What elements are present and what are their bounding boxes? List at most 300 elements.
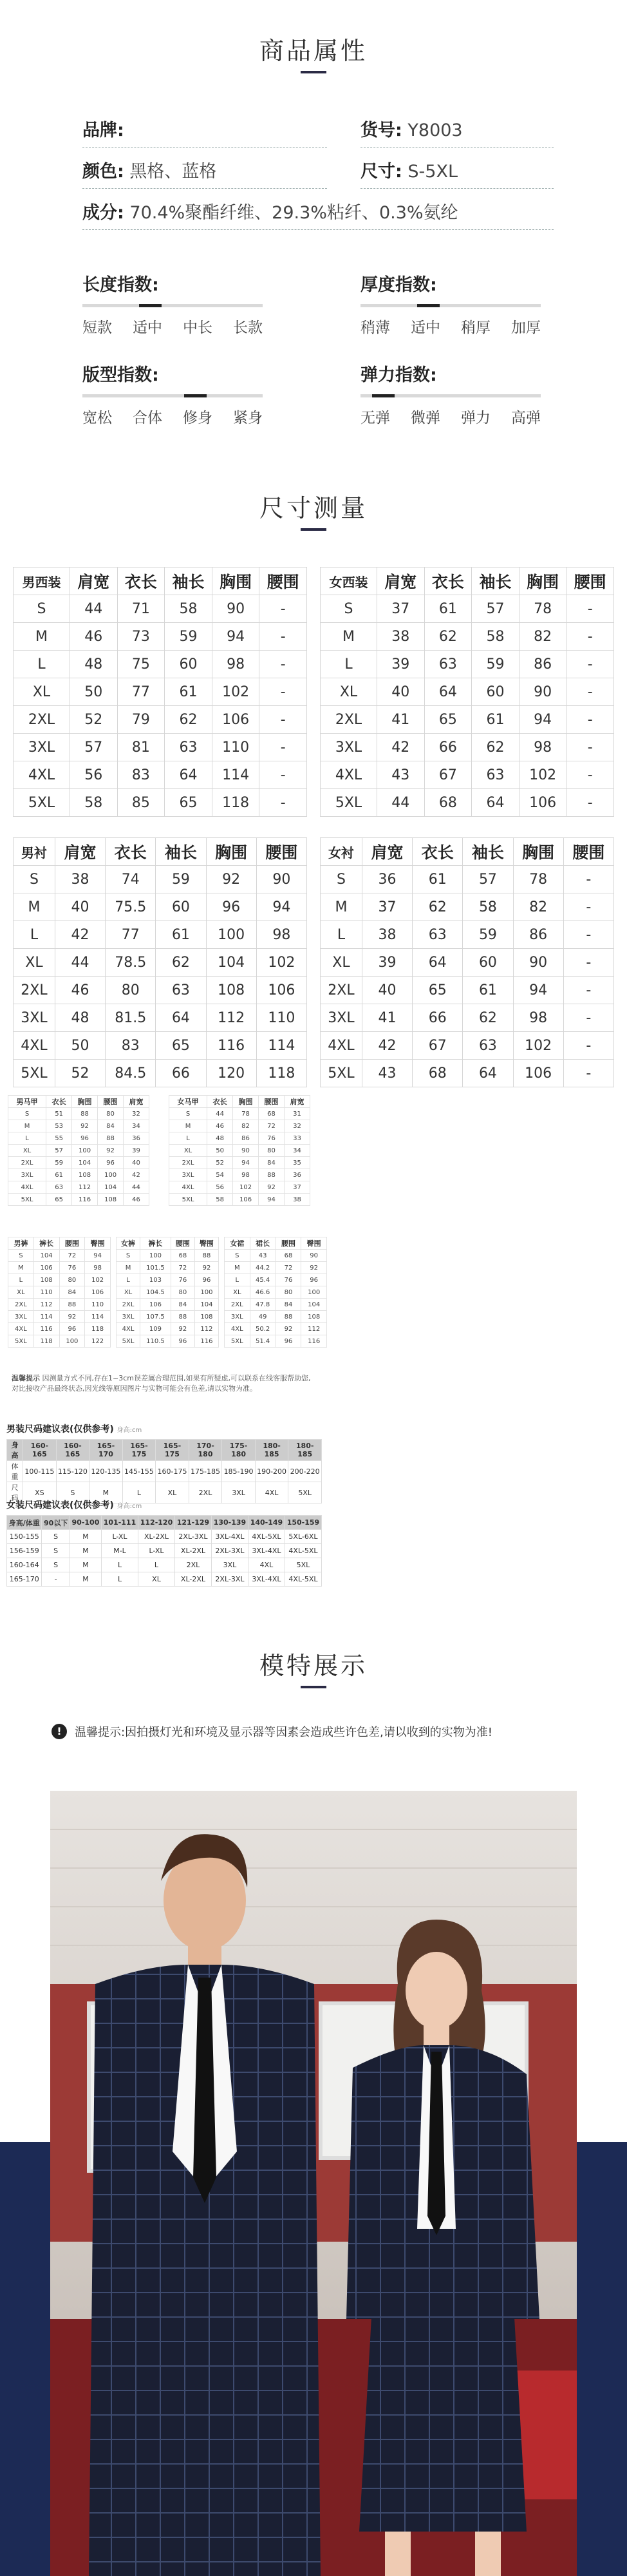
table-header-cell: 衣长 [117, 568, 165, 595]
table-cell: 2XL [225, 1299, 250, 1311]
table-cell: 4XL [8, 1323, 34, 1335]
table-header-cell: 男衬 [14, 838, 55, 866]
table-cell: 185-190 [222, 1461, 256, 1482]
table-row [225, 1323, 327, 1335]
table-cell: 54 [207, 1169, 233, 1181]
table-cell: S [169, 1108, 207, 1120]
table-cell: 56 [70, 761, 118, 789]
index-marker [372, 394, 395, 397]
table-cell: 34 [124, 1120, 149, 1132]
table-header-cell: 胸围 [212, 568, 259, 595]
table-cell: XL [156, 1482, 189, 1503]
table-cell: 46 [207, 1120, 233, 1132]
table-header-row [14, 838, 307, 866]
table-cell: - [566, 651, 614, 678]
table-cell: 106 [85, 1286, 111, 1299]
table-cell: - [259, 595, 307, 623]
table-cell: 100 [206, 921, 256, 949]
table-cell: 39 [362, 949, 412, 977]
table-cell: 102 [513, 1032, 563, 1060]
table-header-row [117, 1237, 219, 1250]
table-cell: 96 [72, 1132, 98, 1145]
table-cell: XL [8, 1286, 34, 1299]
table-cell: 96 [206, 893, 256, 921]
table-cell: 36 [362, 866, 412, 893]
table-header-row [169, 1096, 310, 1108]
table-cell: 92 [259, 1181, 285, 1194]
index-option: 中长 [183, 320, 212, 336]
table-cell: 98 [233, 1169, 259, 1181]
index-option: 高弹 [511, 410, 541, 426]
table-cell: 42 [362, 1032, 412, 1060]
table-row [117, 1335, 219, 1348]
table-row [321, 761, 614, 789]
table-cell: 38 [55, 866, 105, 893]
table-cell: 71 [117, 595, 165, 623]
table-cell: - [563, 977, 613, 1004]
table-cell: 165-175 [156, 1440, 189, 1461]
table-cell: 44.2 [250, 1262, 276, 1274]
table-cell: 62 [472, 734, 519, 761]
table-cell: 2XL-3XL [211, 1572, 248, 1587]
size-table [320, 567, 614, 817]
table-row [7, 1516, 322, 1530]
table-cell: 52 [55, 1060, 105, 1087]
table-header-cell: 裙长 [250, 1237, 276, 1250]
table-cell: 50 [55, 1032, 105, 1060]
title-underline [301, 528, 326, 531]
size-table [13, 567, 307, 817]
table-cell: 92 [194, 1262, 218, 1274]
table-cell: 86 [233, 1132, 259, 1145]
table-cell: 44 [70, 595, 118, 623]
table-cell: XL [117, 1286, 140, 1299]
index-track [82, 304, 263, 307]
table-cell: S [8, 1108, 46, 1120]
table-cell: 44 [377, 789, 425, 817]
table-cell: 62 [413, 893, 463, 921]
table-row [14, 651, 307, 678]
table-cell: 59 [156, 866, 206, 893]
table-cell: 100 [301, 1286, 327, 1299]
table-cell: 60 [472, 678, 519, 706]
brand-label: 品牌: [82, 120, 124, 140]
women-rec-title-text: 女装尺码建议表(仅供参考) [6, 1500, 114, 1511]
table-cell: 108 [206, 977, 256, 1004]
table-cell: 200-220 [288, 1461, 322, 1482]
table-cell: 尺码 [7, 1482, 23, 1503]
men-rec-title [6, 1422, 142, 1435]
table-cell: 160-175 [156, 1461, 189, 1482]
table-cell: 38 [377, 623, 425, 651]
warning-text: 温馨提示:因拍摄灯光和环境及显示器等因素会造成些许色差,请以收到的实物为准! [75, 1726, 492, 1739]
model-section-title: 模特展示 [259, 1652, 368, 1680]
table-cell: 84 [259, 1157, 285, 1169]
table-row [321, 1060, 614, 1087]
table-cell: S [117, 1250, 140, 1262]
table-cell: 80 [259, 1145, 285, 1157]
table-cell: 65 [424, 706, 472, 734]
index-option: 无弹 [360, 410, 390, 426]
code-value: Y8003 [407, 120, 463, 140]
mini-size-table [8, 1237, 111, 1348]
table-cell: - [259, 761, 307, 789]
table-header-cell: 衣长 [106, 838, 156, 866]
table-cell: M [70, 1572, 101, 1587]
table-cell: 96 [59, 1323, 85, 1335]
table-header-cell: 腰围 [276, 1237, 301, 1250]
table-cell: 92 [98, 1145, 124, 1157]
table-cell: 62 [424, 623, 472, 651]
table-header-cell: 衣长 [413, 838, 463, 866]
table-cell: 103 [140, 1274, 171, 1286]
table-cell: XL [169, 1145, 207, 1157]
table-cell: 3XL [8, 1169, 46, 1181]
table-cell: 44 [207, 1108, 233, 1120]
table-cell: - [42, 1572, 70, 1587]
table-cell: 60 [156, 893, 206, 921]
table-cell: 61 [165, 678, 212, 706]
table-cell: 58 [165, 595, 212, 623]
table-cell: 53 [46, 1120, 72, 1132]
table-cell: 115-120 [56, 1461, 89, 1482]
table-cell: 80 [276, 1286, 301, 1299]
table-cell: 5XL-6XL [285, 1530, 321, 1544]
table-cell: 104 [206, 949, 256, 977]
table-cell: 4XL [169, 1181, 207, 1194]
table-cell: L [8, 1274, 34, 1286]
table-header-cell: 肩宽 [70, 568, 118, 595]
table-cell: 50 [207, 1145, 233, 1157]
table-row [169, 1120, 310, 1132]
table-cell: 82 [519, 623, 566, 651]
index-options [360, 406, 541, 427]
table-cell: 3XL [14, 734, 70, 761]
table-row [225, 1274, 327, 1286]
table-header-cell: 女衬 [321, 838, 362, 866]
table-row [321, 949, 614, 977]
table-row [321, 706, 614, 734]
table-cell: M [117, 1262, 140, 1274]
table-cell: L-XL [138, 1544, 175, 1558]
table-cell: 46 [124, 1194, 149, 1206]
table-cell: 2XL [14, 706, 70, 734]
table-cell: 104 [72, 1157, 98, 1169]
table-cell: 92 [206, 866, 256, 893]
table-cell: 2XL [321, 706, 377, 734]
table-cell: 40 [377, 678, 425, 706]
table-cell: S [14, 866, 55, 893]
divider [360, 188, 554, 189]
size-note [12, 1373, 314, 1394]
table-cell: - [259, 734, 307, 761]
index-marker [417, 304, 440, 307]
table-cell: 165-175 [122, 1440, 156, 1461]
table-cell: XL [321, 678, 377, 706]
table-row [7, 1440, 322, 1461]
table-cell: 37 [362, 893, 412, 921]
table-cell: 56 [207, 1181, 233, 1194]
table-row [117, 1286, 219, 1299]
table-cell: 94 [212, 623, 259, 651]
table-cell: 65 [156, 1032, 206, 1060]
table-cell: 96 [276, 1335, 301, 1348]
table-row [8, 1286, 111, 1299]
table-cell: 122 [85, 1335, 111, 1348]
table-row [321, 789, 614, 817]
table-row [117, 1311, 219, 1323]
table-cell: 120-135 [89, 1461, 123, 1482]
table-cell: 5XL [14, 789, 70, 817]
color-label: 颜色: [82, 162, 124, 182]
color-row [82, 157, 216, 182]
table-cell: 身高/体重 [7, 1516, 42, 1530]
table-cell: 34 [285, 1145, 310, 1157]
table-cell: 118 [33, 1335, 59, 1348]
table-row [14, 734, 307, 761]
table-cell: 104 [301, 1299, 327, 1311]
table-cell: 112 [194, 1323, 218, 1335]
table-cell: 112 [33, 1299, 59, 1311]
table-cell: 66 [424, 734, 472, 761]
table-cell: 84 [276, 1299, 301, 1311]
men-rec-title-text: 男装尺码建议表(仅供参考) [6, 1424, 114, 1435]
table-header-cell: 袖长 [156, 838, 206, 866]
table-cell: M [89, 1482, 123, 1503]
table-cell: 5XL [8, 1194, 46, 1206]
table-cell: 80 [59, 1274, 85, 1286]
table-header-cell: 裤长 [33, 1237, 59, 1250]
table-cell: M [8, 1262, 34, 1274]
table-cell: - [259, 789, 307, 817]
index-option: 宽松 [82, 410, 112, 426]
table-cell: 62 [156, 949, 206, 977]
table-header-cell: 腰围 [563, 838, 613, 866]
index-option: 修身 [183, 410, 212, 426]
code-row [360, 116, 463, 141]
table-cell: S [42, 1558, 70, 1572]
table-cell: S [14, 595, 70, 623]
table-cell: 90 [301, 1250, 327, 1262]
table-cell: 4XL [14, 1032, 55, 1060]
table-cell: 37 [377, 595, 425, 623]
table-cell: 64 [165, 761, 212, 789]
table-cell: 65 [413, 977, 463, 1004]
table-cell: 76 [276, 1274, 301, 1286]
table-cell: 78 [513, 866, 563, 893]
table-cell: 78.5 [106, 949, 156, 977]
table-row [14, 893, 307, 921]
table-header-cell: 腰围 [171, 1237, 194, 1250]
table-header-cell: 袖长 [463, 838, 513, 866]
table-header-cell: 臀围 [301, 1237, 327, 1250]
table-cell: 37 [285, 1181, 310, 1194]
table-cell: 3XL [225, 1311, 250, 1323]
table-cell: 104 [98, 1181, 124, 1194]
table-cell: 35 [285, 1157, 310, 1169]
table-cell: - [563, 866, 613, 893]
table-cell: - [259, 651, 307, 678]
table-cell: - [566, 706, 614, 734]
table-row [321, 651, 614, 678]
table-cell: 96 [171, 1335, 194, 1348]
table-cell: 63 [472, 761, 519, 789]
table-header-cell: 袖长 [472, 568, 519, 595]
table-cell: 84 [98, 1120, 124, 1132]
table-cell: 36 [124, 1132, 149, 1145]
table-cell: 5XL [169, 1194, 207, 1206]
table-cell: 88 [276, 1311, 301, 1323]
table-cell: 96 [194, 1274, 218, 1286]
table-row [117, 1299, 219, 1311]
table-cell: 65 [165, 789, 212, 817]
table-cell: 5XL [14, 1060, 55, 1087]
table-cell: 88 [194, 1250, 218, 1262]
table-header-cell: 裤长 [140, 1237, 171, 1250]
index-option: 稍薄 [360, 320, 390, 336]
table-cell: 50.2 [250, 1323, 276, 1335]
table-cell: 51.4 [250, 1335, 276, 1348]
table-cell: 86 [519, 651, 566, 678]
table-row [8, 1181, 149, 1194]
table-cell: 44 [55, 949, 105, 977]
table-cell: 118 [256, 1060, 306, 1087]
women-rec-title [6, 1498, 142, 1511]
table-cell: 5XL [117, 1335, 140, 1348]
table-cell: M [225, 1262, 250, 1274]
table-cell: 55 [46, 1132, 72, 1145]
table-cell: 59 [472, 651, 519, 678]
table-header-cell: 腰围 [259, 568, 307, 595]
table-cell: L [14, 921, 55, 949]
table-cell: 110 [256, 1004, 306, 1032]
table-cell: 84.5 [106, 1060, 156, 1087]
table-cell: 63 [156, 977, 206, 1004]
table-cell: 94 [513, 977, 563, 1004]
table-cell: 110.5 [140, 1335, 171, 1348]
index-options [82, 316, 263, 337]
table-cell: 43 [250, 1250, 276, 1262]
table-cell: 4XL [225, 1323, 250, 1335]
index-title: 弹力指数: [360, 365, 437, 385]
table-cell: 49 [250, 1311, 276, 1323]
table-row [321, 734, 614, 761]
table-cell: 38 [362, 921, 412, 949]
table-cell: 48 [207, 1132, 233, 1145]
table-cell: 3XL [321, 1004, 362, 1032]
table-row [169, 1181, 310, 1194]
table-row [8, 1120, 149, 1132]
table-cell: 3XL [8, 1311, 34, 1323]
table-header-cell: 腰围 [98, 1096, 124, 1108]
table-cell: XS [23, 1482, 57, 1503]
table-cell: 4XL-5XL [285, 1572, 321, 1587]
table-header-cell: 肩宽 [377, 568, 425, 595]
table-cell: 66 [413, 1004, 463, 1032]
table-header-cell: 衣长 [424, 568, 472, 595]
table-cell: 50 [70, 678, 118, 706]
index-option: 适中 [133, 320, 162, 336]
table-row [8, 1157, 149, 1169]
table-cell: M-L [102, 1544, 138, 1558]
table-cell: 31 [285, 1108, 310, 1120]
table-cell: 96 [301, 1274, 327, 1286]
table-cell: - [259, 706, 307, 734]
table-row [14, 623, 307, 651]
table-cell: 59 [46, 1157, 72, 1169]
table-cell: 64 [424, 678, 472, 706]
table-cell: 52 [70, 706, 118, 734]
table-cell: 82 [513, 893, 563, 921]
table-row [117, 1262, 219, 1274]
table-header-row [8, 1237, 111, 1250]
table-cell: 64 [156, 1004, 206, 1032]
table-row [8, 1274, 111, 1286]
table-cell: 68 [171, 1250, 194, 1262]
table-cell: XL [14, 678, 70, 706]
table-cell: 102 [519, 761, 566, 789]
table-cell: 5XL [225, 1335, 250, 1348]
table-cell: S [321, 866, 362, 893]
table-cell: 58 [70, 789, 118, 817]
table-cell: 63 [413, 921, 463, 949]
index-options [82, 406, 263, 427]
table-cell: 2XL-3XL [174, 1530, 211, 1544]
table-cell: L [225, 1274, 250, 1286]
table-cell: 58 [472, 623, 519, 651]
table-cell: 61 [156, 921, 206, 949]
size-label: 尺寸: [360, 162, 402, 182]
table-cell: 92 [276, 1323, 301, 1335]
table-cell: 48 [55, 1004, 105, 1032]
table-cell: 78 [233, 1108, 259, 1120]
table-row [117, 1274, 219, 1286]
table-cell: XL [138, 1572, 175, 1587]
title-underline [301, 1686, 326, 1688]
table-row [14, 706, 307, 734]
table-cell: 4XL [321, 761, 377, 789]
table-cell: 84 [171, 1299, 194, 1311]
table-cell: 98 [256, 921, 306, 949]
table-header-cell: 胸围 [519, 568, 566, 595]
table-cell: 160-164 [7, 1558, 42, 1572]
table-cell: 102 [212, 678, 259, 706]
table-cell: 62 [463, 1004, 513, 1032]
table-header-cell: 男裤 [8, 1237, 34, 1250]
table-cell: 68 [424, 789, 472, 817]
table-cell: 63 [424, 651, 472, 678]
table-row [8, 1108, 149, 1120]
table-cell: 5XL [321, 789, 377, 817]
table-cell: 180-185 [255, 1440, 288, 1461]
table-cell: 88 [259, 1169, 285, 1181]
table-row [14, 761, 307, 789]
table-cell: 2XL [174, 1558, 211, 1572]
table-cell: 2XL [8, 1299, 34, 1311]
table-cell: 190-200 [255, 1461, 288, 1482]
table-cell: 85 [117, 789, 165, 817]
table-cell: L [8, 1132, 46, 1145]
table-cell: 77 [106, 921, 156, 949]
table-cell: 61 [424, 595, 472, 623]
table-row [117, 1323, 219, 1335]
size-section-title: 尺寸测量 [259, 494, 368, 522]
index-option: 弹力 [461, 410, 491, 426]
table-cell: 118 [212, 789, 259, 817]
table-cell: 80 [171, 1286, 194, 1299]
table-cell: 90 [513, 949, 563, 977]
table-cell: 33 [285, 1132, 310, 1145]
